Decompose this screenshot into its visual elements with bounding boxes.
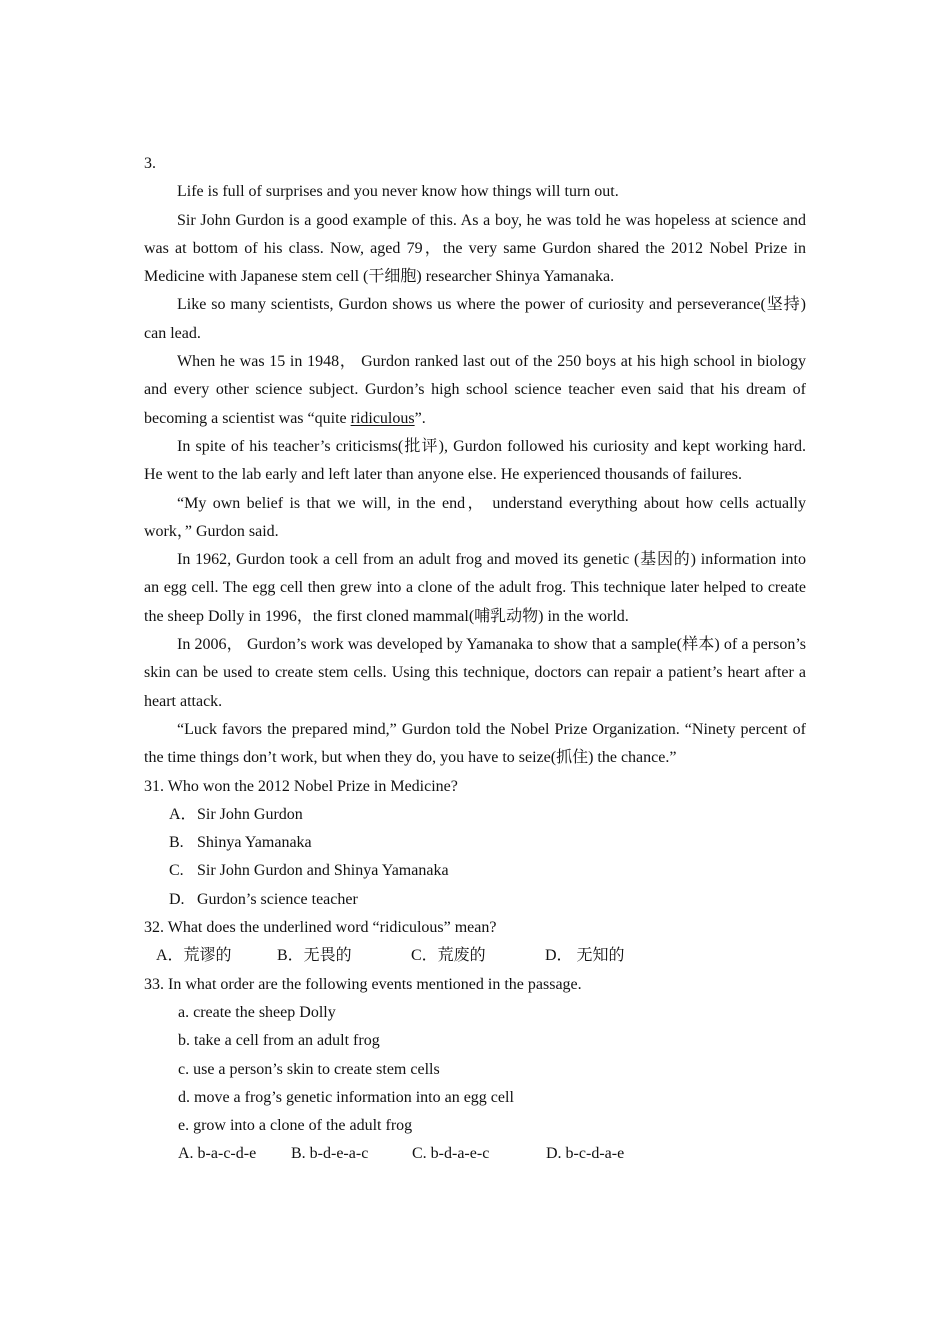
question-33-option-d: D. b-c-d-a-e (546, 1145, 625, 1163)
option-letter: A． (169, 805, 197, 823)
question-32-option-c: C．荒废的 (411, 947, 486, 965)
question-32-stem: 32. What does the underlined word “ridiculous” mean? (144, 919, 497, 937)
question-33-event-c: c. use a person’s skin to create stem cells (178, 1060, 440, 1078)
passage-paragraph-2: Sir John Gurdon is a good example of this. As a boy, he was told he was hopeless at science and was at bottom of his class. Now, aged 79，the very same Gurdon shared the 2012 Nobel Prize in Medicine with Japanese stem cell (干细胞) researcher Shinya Yamanaka. (144, 211, 806, 286)
question-31-option-c (144, 857, 806, 885)
question-33-event-e: e. grow into a clone of the adult frog (178, 1117, 413, 1135)
passage-paragraph-8: In 2006， Gurdon’s work was developed by Yamanaka to show that a sample(样本) of a person’s skin can be used to create stem cells. Using this technique, doctors can repair a patient’s heart after a heart attack. (144, 636, 806, 710)
question-33-event-d: d. move a frog’s genetic information into an egg cell (178, 1088, 514, 1106)
passage-paragraph-7: In 1962, Gurdon took a cell from an adult frog and moved its genetic (基因的) information into an egg cell. The egg cell then grew into a clone of the adult frog. This technique later helped to create the sheep Dolly in 1996，the first cloned mammal(哺乳动物) in the world. (144, 551, 806, 625)
option-text: Gurdon’s science teacher (197, 890, 358, 908)
question-33-option-b: B. b-d-e-a-c (291, 1145, 369, 1163)
question-33-options (144, 1140, 806, 1168)
passage-paragraph-3: Like so many scientists, Gurdon shows us where the power of curiosity and perseverance(坚持) can lead. (144, 296, 806, 342)
passage-paragraph-4 (144, 348, 806, 433)
question-33-option-a: A. b-a-c-d-e (178, 1145, 257, 1163)
underlined-word: ridiculous (350, 409, 415, 427)
passage-paragraph-5: In spite of his teacher’s criticisms(批评), Gurdon followed his curiosity and kept working hard. He went to the lab early and left later than anyone else. He experienced thousands of failures. (144, 437, 806, 484)
option-letter: D. (169, 890, 185, 908)
document-page (144, 150, 806, 1169)
question-32-option-b: B．无畏的 (277, 947, 352, 965)
option-letter: C. (169, 862, 184, 880)
question-31-stem: 31. Who won the 2012 Nobel Prize in Medicine? (144, 777, 458, 795)
question-33-option-c: C. b-d-a-e-c (412, 1145, 490, 1163)
question-32-option-d: D． 无知的 (545, 947, 625, 965)
question-31-option-d (144, 886, 806, 914)
question-31-option-a (144, 801, 806, 829)
option-letter: B. (169, 834, 184, 852)
paragraph-text: When he was 15 in 1948， Gurdon ranked last out of the 250 boys at his high school in biology and every other science subject. Gurdon’s high school science teacher even said that his dream of becoming a scientist was “quite (144, 353, 806, 427)
question-32-option-a: A．荒谬的 (156, 947, 232, 965)
passage-paragraph-6: “My own belief is that we will, in the end， understand everything about how cells actually work，” Gurdon said. (144, 494, 806, 540)
question-33-stem: 33. In what order are the following events mentioned in the passage. (144, 975, 582, 993)
question-31-option-b (144, 829, 806, 857)
paragraph-text-end: ”. (414, 409, 426, 427)
option-text: Shinya Yamanaka (197, 834, 312, 852)
passage-paragraph-9: “Luck favors the prepared mind,” Gurdon told the Nobel Prize Organization. “Ninety percent of the time things don’t work, but when they do, you have to seize(抓住) the chance.” (144, 720, 806, 767)
option-text: Sir John Gurdon and Shinya Yamanaka (197, 862, 449, 880)
option-text: Sir John Gurdon (197, 805, 303, 823)
passage-paragraph-1: Life is full of surprises and you never know how things will turn out. (177, 183, 619, 201)
question-32-options (144, 942, 806, 970)
question-33-event-b: b. take a cell from an adult frog (178, 1032, 380, 1050)
question-33-event-a: a. create the sheep Dolly (178, 1003, 336, 1021)
passage-number: 3. (144, 155, 156, 172)
